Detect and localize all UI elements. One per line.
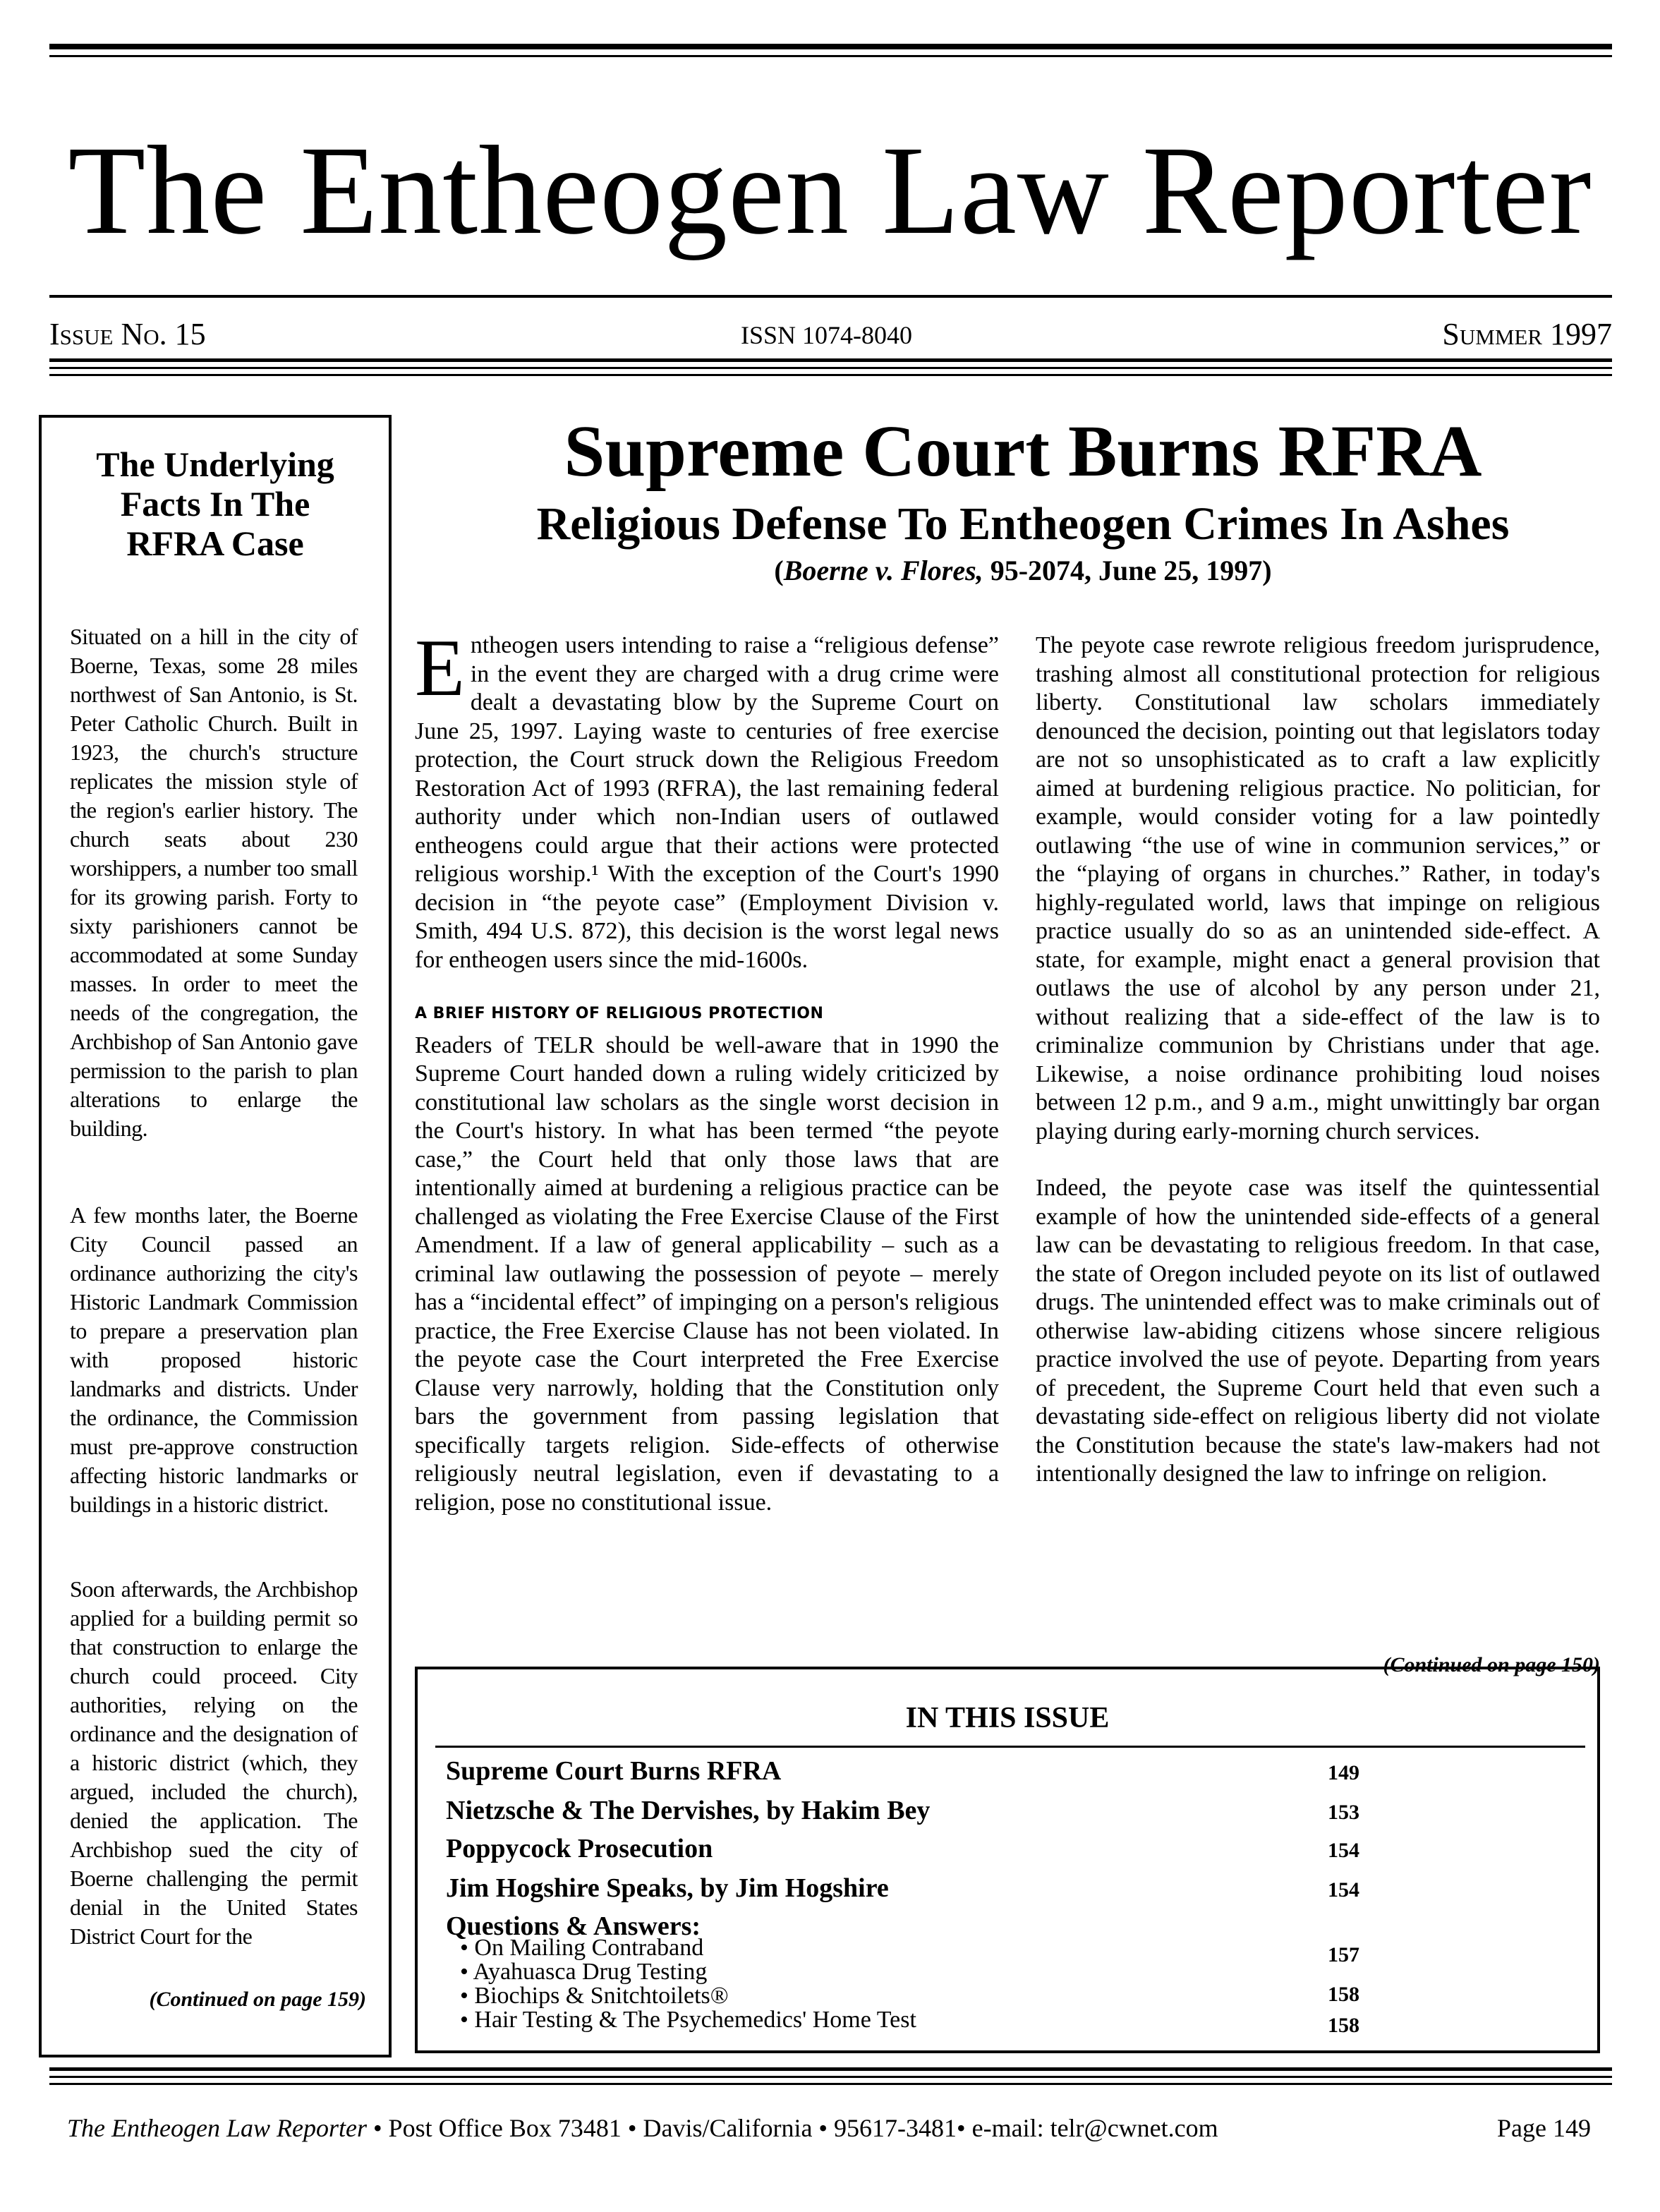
issue-bar: [49, 316, 1612, 358]
footer-journal: The Entheogen Law Reporter: [67, 2114, 367, 2142]
toc-page-number: 157: [1328, 1943, 1359, 1966]
toc-page-number: 153: [1328, 1801, 1359, 1824]
toc-subitem[interactable]: • Hair Testing & The Psychemedics' Home Test: [460, 2007, 916, 2033]
masthead-rule: [49, 295, 1612, 298]
issn: ISSN 1074-8040: [741, 321, 913, 349]
toc-item[interactable]: Jim Hogshire Speaks, by Jim Hogshire: [446, 1873, 889, 1903]
section-heading: A BRIEF HISTORY OF RELIGIOUS PROTECTION: [415, 1005, 824, 1022]
sidebar-paragraph-2: A few months later, the Boerne City Council passed an ordinance authorizing the city's Historic Landmark Commission to prepare a preservation plan with proposed historic landmarks and districts. Under the ordinance, the Commission must pre-approve construction affecting historic landmarks or buildings in a historic district.: [70, 1202, 358, 1517]
article-paragraph-2: Readers of TELR should be well-aware that in 1990 the Supreme Court handed down a ruling widely criticized by constitutional law scholars as the single worst decision in the Court's history. In what has been termed “the peyote case,” the Court held that only those laws that are intentionally aimed at burdening a religious practice can be challenged as violating the Free Exercise Clause of the First Amendment. If a law of general applicability – such as a criminal law outlawing the possession of peyote – merely has a “incidental effect” of impinging on a person's religious practice, the Free Exercise Clause has not been violated. In the peyote case the Court interpreted the Free Exercise Clause very narrowly, holding that the Constitution only bars the government from passing legislation that specifically targets religion. Side-effects of otherwise religiously neutral legislation, even if devastating to a religion, pose no constitutional issue.: [415, 1032, 999, 1516]
toc-subitem[interactable]: • Biochips & Snitchtoilets®: [460, 1983, 729, 2009]
top-rule-thick: [49, 44, 1612, 49]
toc-title: IN THIS ISSUE: [905, 1702, 1110, 1734]
article-paragraph-1: Entheogen users intending to raise a “religious defense” in the event they are charged with a drug crime were dealt a devastating blow by the Supreme Court on June 25, 1997. Laying waste to centuries of free exercise protection, the Court struck down the Religious Freedom Restoration Act of 1993 (RFRA), the last remaining federal authority under which non-Indian users of outlawed entheogens could argue that their actions were protected religious worship.¹ With the exception of the Court's 1990 decision in “the peyote case” (Employment Division v. Smith, 494 U.S. 872), this decision is the worst legal news for entheogen users since the mid-1600s.: [415, 623, 999, 973]
in-this-issue-box: [415, 1667, 1600, 2053]
toc-divider: [435, 1746, 1585, 1748]
issue-rule-3: [49, 374, 1612, 376]
article-paragraph-3: The peyote case rewrote religious freedom jurisprudence, trashing almost all constitutional protection for religious liberty. Constitutional law scholars immediately denounced the decision, pointing out that legislators today are not so unsophisticated as to craft a law explicitly aimed at burdening religious practice. No politician, for example, would consider voting for a law pointedly outlawing “the use of wine in communion services,” or the “playing of organs in churches.” Rather, in today's highly-regulated world, laws that impinge on religious practice usually do so as an unintended side-effect. A state, for example, might enact a general provision that outlaws the use of alcohol by any person under 21, without realizing that a side-effect of the law is to criminalize communion by Christians under that age. Likewise, a noise ordinance prohibiting loud noises between 12 p.m., and 9 a.m., might unwittingly bar organ playing during early-morning church services.: [1036, 632, 1600, 1144]
sidebar-paragraph-1: Situated on a hill in the city of Boerne, Texas, some 28 miles northwest of San Antonio, is St. Peter Catholic Church. Built in 1923, the church's structure replicates the mission style of the region's earlier history. The church seats about 230 worshippers, a number too small for its growing parish. Forty to sixty parishioners cannot be accommodated at some Sunday masses. In order to meet the needs of the congregation, the Archbishop of San Antonio gave permission to the parish to plan alterations to enlarge the building.: [70, 624, 358, 1141]
top-rule-thin: [49, 55, 1612, 57]
footer-rule-3: [49, 2083, 1612, 2085]
toc-page-number: 154: [1328, 1839, 1359, 1862]
toc-item[interactable]: Questions & Answers:: [446, 1911, 701, 1941]
footer-rule-2: [49, 2076, 1612, 2078]
sidebar-continued: (Continued on page 159): [149, 1988, 366, 2011]
toc-item[interactable]: Supreme Court Burns RFRA: [446, 1756, 782, 1786]
issue-rule-2: [49, 367, 1612, 369]
article-paragraph-4: Indeed, the peyote case was itself the quintessential example of how the unintended side-effects of a general law can be devastating to religious freedom. In that case, the state of Oregon included peyote on its list of outlawed drugs. The unintended effect was to make criminals out of otherwise law-abiding citizens whose sincere religious practice involved the use of peyote. Departing from years of precedent, the Supreme Court held that even such a devastating side-effect on religious liberty did not violate the Constitution because the state's law-makers had not intentionally designed the law to infringe on religion.: [1036, 1175, 1600, 1487]
sidebar-title: The Underlying Facts In The RFRA Case: [96, 445, 334, 563]
toc-item[interactable]: Poppycock Prosecution: [446, 1834, 713, 1863]
article-citation: (Boerne v. Flores, 95-2074, June 25, 1997): [774, 555, 1272, 586]
sidebar-box: [39, 415, 392, 2057]
article-headline: Supreme Court Burns RFRA: [564, 411, 1482, 492]
toc-page-number: 154: [1328, 1878, 1359, 1902]
toc-item[interactable]: Nietzsche & The Dervishes, by Hakim Bey: [446, 1796, 931, 1825]
footer-rule-1: [49, 2067, 1612, 2071]
toc-subitem[interactable]: • On Mailing Contraband: [460, 1935, 704, 1961]
article-column-2: [1036, 631, 1600, 1489]
issue-number: Issue No. 15: [49, 317, 206, 351]
toc-page-number: 158: [1328, 1983, 1359, 2006]
drop-cap: E: [415, 623, 465, 713]
footer-page-number: Page 149: [1497, 2114, 1591, 2142]
article-continued: (Continued on page 150): [1383, 1653, 1600, 1676]
toc-page-number: 149: [1328, 1761, 1359, 1784]
article-column-1: [415, 623, 999, 1517]
sidebar-paragraph-3: Soon afterwards, the Archbishop applied for a building permit so that construction to enlarge the church could proceed. City authorities, relying on the ordinance and the designation of a historic district (which, they argued, included the church), denied the application. The Archbishop sued the city of Boerne challenging the permit denial in the United States District Court for the: [70, 1576, 358, 1949]
toc-page-number: 158: [1328, 2014, 1359, 2037]
footer: [67, 2113, 1619, 2143]
issue-season: Summer 1997: [1442, 317, 1612, 351]
issue-rule-1: [49, 358, 1612, 362]
masthead-title: The Entheogen Law Reporter: [68, 120, 1592, 260]
toc-subitem[interactable]: • Ayahuasca Drug Testing: [460, 1959, 708, 1985]
footer-address: • Post Office Box 73481 • Davis/California • 95617-3481• e-mail: telr@cwnet.com: [366, 2114, 1218, 2142]
article-subhead: Religious Defense To Entheogen Crimes In Ashes: [536, 498, 1510, 550]
